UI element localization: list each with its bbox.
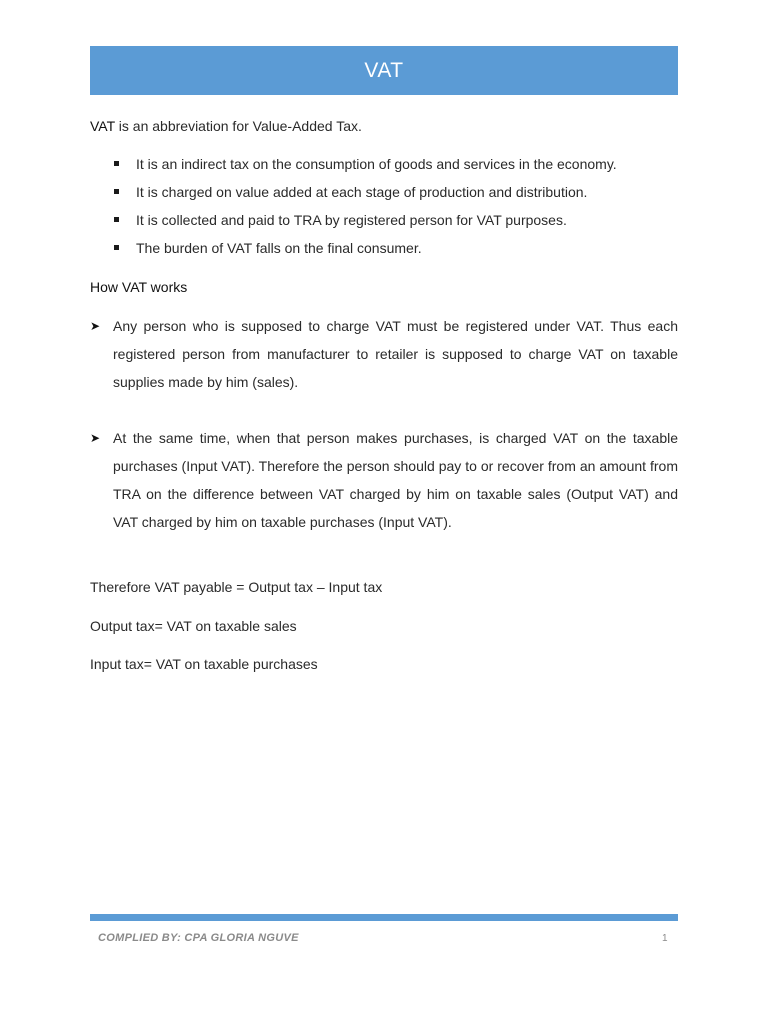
arrow-item-text: Any person who is supposed to charge VAT must be registered under VAT. Thus each registered person from manufacturer to retailer is supposed to charge VAT on taxable supplies made by him (sales).	[113, 318, 678, 390]
intro-term: VAT	[90, 118, 115, 134]
list-item	[90, 153, 678, 181]
square-bullet-icon	[114, 245, 119, 250]
intro-paragraph	[90, 116, 678, 136]
page-number: 1	[662, 933, 668, 944]
footer-author: COMPLIED BY: CPA GLORIA NGUVE	[98, 932, 299, 944]
page-title: VAT	[364, 58, 404, 82]
arrow-item-text: At the same time, when that person makes purchases, is charged VAT on the taxable purchases (Input VAT). Therefore the person should pay to or recover from an amount from TRA on the difference between VAT charged by him on taxable sales (Output VAT) and VAT charged by him on taxable purchases (Input VAT).	[113, 430, 678, 530]
list-item	[90, 237, 678, 265]
list-item-text: The burden of VAT falls on the final consumer.	[136, 240, 422, 256]
title-banner	[90, 46, 678, 95]
list-item	[90, 181, 678, 209]
list-item-text: It is an indirect tax on the consumption of goods and services in the economy.	[136, 156, 617, 172]
arrowhead-bullet-icon: ➤	[90, 319, 101, 333]
vat-payable-formula: Therefore VAT payable = Output tax – Input tax	[90, 579, 383, 595]
intro-text: is an abbreviation for Value-Added Tax.	[114, 118, 362, 134]
square-bullet-icon	[114, 161, 119, 166]
arrowhead-bullet-icon: ➤	[90, 431, 101, 445]
list-item-text: It is collected and paid to TRA by registered person for VAT purposes.	[136, 212, 567, 228]
square-bullet-icon	[114, 189, 119, 194]
list-item	[90, 209, 678, 237]
input-tax-definition: Input tax= VAT on taxable purchases	[90, 656, 318, 672]
square-bullet-icon	[114, 217, 119, 222]
arrow-list-item	[90, 312, 678, 396]
list-item-text: It is charged on value added at each stage of production and distribution.	[136, 184, 588, 200]
output-tax-definition: Output tax= VAT on taxable sales	[90, 618, 297, 634]
section-heading: How VAT works	[90, 279, 188, 295]
feature-bullet-list	[90, 153, 678, 265]
footer-divider	[90, 914, 678, 921]
arrow-list-item	[90, 424, 678, 536]
